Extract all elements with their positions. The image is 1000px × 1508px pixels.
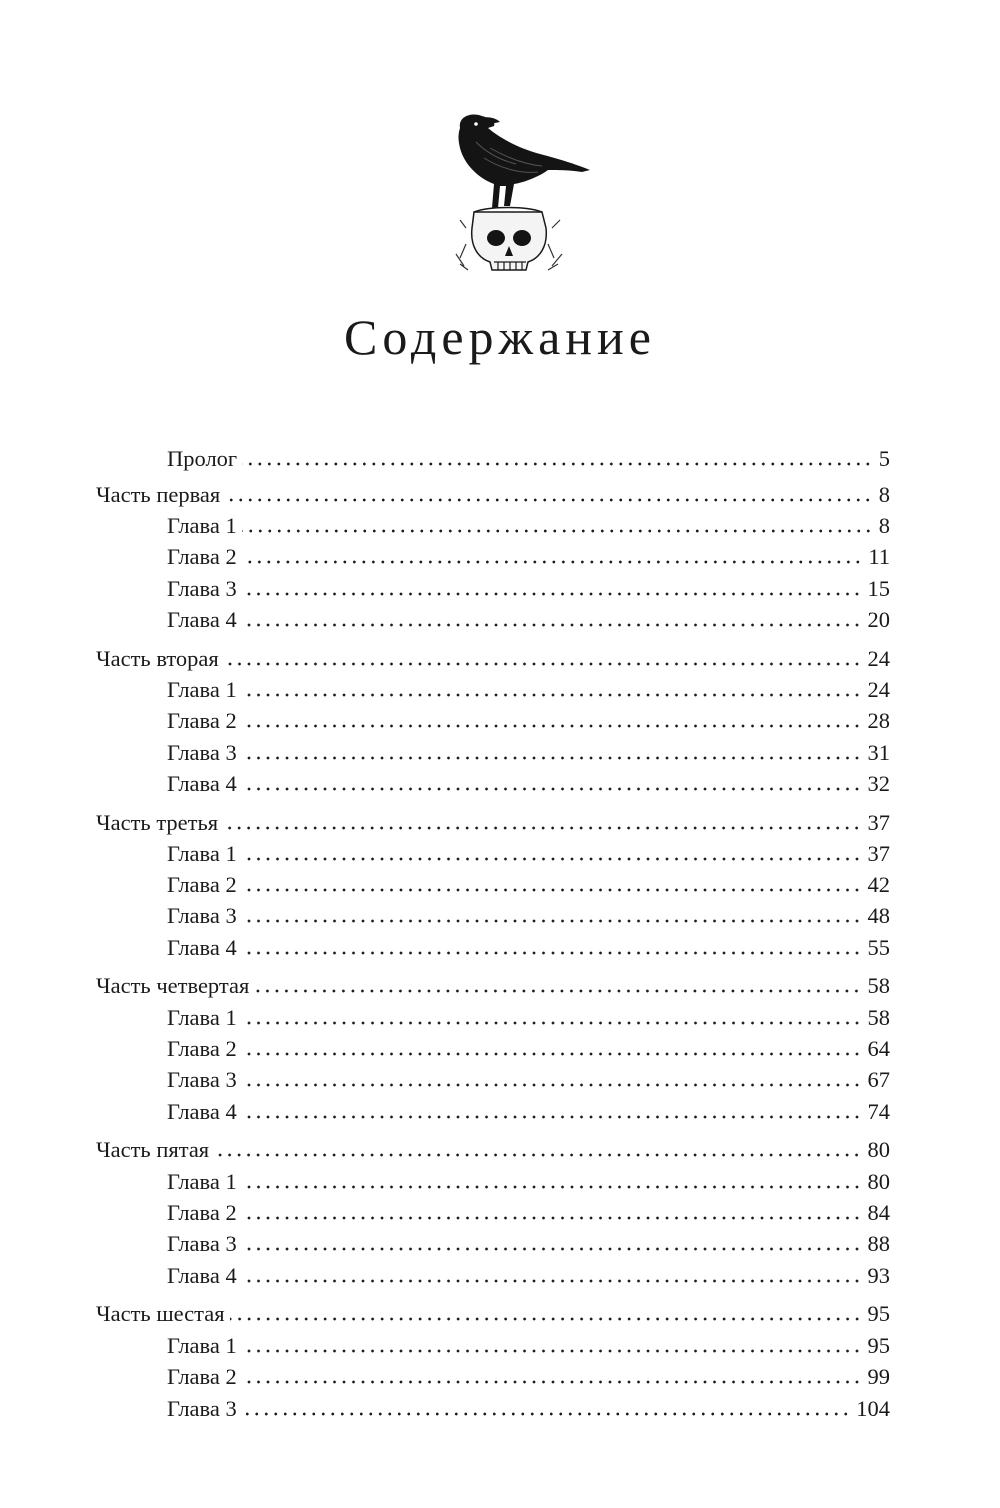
dot-leader — [242, 1278, 862, 1284]
toc-entry-page: 74 — [867, 1099, 890, 1124]
toc-entry-part-6[interactable] — [96, 1299, 890, 1329]
dot-leader — [242, 856, 862, 862]
toc-entry-page: 64 — [867, 1036, 890, 1061]
dot-leader — [242, 1184, 862, 1190]
toc-entry-page: 42 — [867, 872, 890, 897]
dot-leader — [225, 497, 872, 503]
toc-entry-prologue[interactable] — [167, 444, 890, 474]
toc-entry-part-5[interactable] — [96, 1135, 890, 1165]
toc-entry-part-5-chapter-1[interactable] — [167, 1167, 890, 1197]
dot-leader — [242, 528, 873, 534]
dot-leader — [242, 591, 862, 597]
toc-entry-part-2[interactable] — [96, 644, 890, 674]
toc-entry-label: Глава 1 — [167, 1333, 237, 1358]
raven-body — [459, 115, 591, 209]
dot-leader — [242, 918, 862, 924]
toc-entry-label: Часть шестая — [96, 1301, 225, 1326]
skull-eye-right — [513, 230, 531, 246]
toc-entry-page: 11 — [868, 544, 890, 569]
dot-leader — [242, 692, 862, 698]
toc-entry-part-4-chapter-2[interactable] — [167, 1034, 890, 1064]
toc-entry-label: Часть вторая — [96, 646, 219, 671]
toc-entry-part-6-chapter-2[interactable] — [167, 1362, 890, 1392]
dot-leader — [230, 1316, 862, 1322]
toc-entry-part-5-chapter-2[interactable] — [167, 1198, 890, 1228]
toc-entry-page: 88 — [867, 1231, 890, 1256]
dot-leader — [242, 950, 862, 956]
toc-entry-label: Глава 2 — [167, 708, 237, 733]
toc-entry-page: 48 — [867, 903, 890, 928]
toc-entry-part-3-chapter-2[interactable] — [167, 870, 890, 900]
toc-entry-label: Глава 4 — [167, 771, 237, 796]
toc-entry-page: 37 — [867, 810, 890, 835]
toc-entry-label: Глава 3 — [167, 1231, 237, 1256]
toc-entry-page: 99 — [867, 1364, 890, 1389]
toc-entry-part-3-chapter-4[interactable] — [167, 933, 890, 963]
skull — [472, 212, 547, 270]
toc-entry-part-4-chapter-4[interactable] — [167, 1097, 890, 1127]
skull-eye-left — [487, 230, 505, 246]
toc-entry-label: Глава 3 — [167, 1396, 237, 1421]
dot-leader — [224, 661, 862, 667]
toc-entry-page: 24 — [867, 646, 890, 671]
toc-entry-page: 84 — [867, 1200, 890, 1225]
toc-entry-page: 37 — [867, 841, 890, 866]
toc-entry-page: 32 — [867, 771, 890, 796]
toc-entry-part-2-chapter-3[interactable] — [167, 738, 890, 768]
toc-entry-page: 15 — [867, 576, 890, 601]
raven-eye — [474, 122, 478, 126]
toc-entry-page: 58 — [867, 1005, 890, 1030]
toc-entry-page: 31 — [867, 740, 890, 765]
toc-entry-part-6-chapter-3[interactable] — [167, 1394, 890, 1424]
toc-entry-label: Глава 4 — [167, 1263, 237, 1288]
toc-entry-label: Глава 2 — [167, 1036, 237, 1061]
toc-entry-part-1-chapter-3[interactable] — [167, 574, 890, 604]
toc-entry-label: Глава 3 — [167, 903, 237, 928]
toc-entry-page: 80 — [867, 1137, 890, 1162]
toc-entry-label: Глава 2 — [167, 1364, 237, 1389]
dot-leader — [242, 461, 873, 467]
toc-entry-page: 24 — [867, 677, 890, 702]
toc-entry-part-1[interactable] — [96, 480, 890, 510]
toc-entry-page: 20 — [867, 607, 890, 632]
dot-leader — [242, 559, 863, 565]
toc-entry-label: Глава 2 — [167, 544, 237, 569]
dot-leader — [242, 622, 862, 628]
page-title: Содержание — [344, 309, 656, 365]
toc-entry-label: Часть пятая — [96, 1137, 210, 1162]
dot-leader — [242, 1411, 851, 1417]
dot-leader — [242, 786, 862, 792]
toc-entry-part-2-chapter-1[interactable] — [167, 675, 890, 705]
toc-entry-part-3-chapter-1[interactable] — [167, 839, 890, 869]
raven-on-skull-icon — [430, 108, 610, 276]
toc-entry-page: 80 — [867, 1169, 890, 1194]
dot-leader — [242, 723, 862, 729]
toc-entry-page: 8 — [878, 482, 890, 507]
toc-entry-label: Глава 1 — [167, 1005, 237, 1030]
toc-entry-page: 93 — [867, 1263, 890, 1288]
toc-entry-part-5-chapter-4[interactable] — [167, 1261, 890, 1291]
toc-entry-part-4-chapter-1[interactable] — [167, 1003, 890, 1033]
toc-entry-page: 95 — [867, 1333, 890, 1358]
toc-entry-page: 5 — [878, 446, 890, 471]
toc-entry-part-6-chapter-1[interactable] — [167, 1331, 890, 1361]
dot-leader — [223, 825, 861, 831]
toc-entry-page: 8 — [878, 513, 890, 538]
toc-entry-part-4-chapter-3[interactable] — [167, 1065, 890, 1095]
dot-leader — [242, 1051, 862, 1057]
dot-leader — [242, 1348, 862, 1354]
dot-leader — [242, 1082, 862, 1088]
dot-leader — [214, 1152, 861, 1158]
toc-entry-label: Глава 2 — [167, 1200, 237, 1225]
toc-entry-page: 95 — [867, 1301, 890, 1326]
toc-entry-part-4[interactable] — [96, 971, 890, 1001]
dot-leader — [242, 755, 862, 761]
toc-entry-part-1-chapter-2[interactable] — [167, 542, 890, 572]
toc-entry-part-2-chapter-4[interactable] — [167, 769, 890, 799]
toc-entry-page: 58 — [867, 973, 890, 998]
toc-entry-page: 28 — [867, 708, 890, 733]
dot-leader — [242, 1114, 862, 1120]
toc-entry-part-5-chapter-3[interactable] — [167, 1229, 890, 1259]
toc-entry-label: Часть первая — [96, 482, 221, 507]
toc-entry-label: Глава 3 — [167, 740, 237, 765]
toc-entry-label: Глава 3 — [167, 576, 237, 601]
toc-entry-part-1-chapter-1[interactable] — [167, 511, 890, 541]
toc-entry-label: Глава 4 — [167, 607, 237, 632]
toc-entry-page: 104 — [856, 1396, 890, 1421]
toc-entry-label: Пролог — [167, 446, 238, 471]
toc-entry-label: Глава 1 — [167, 513, 237, 538]
toc-entry-part-2-chapter-2[interactable] — [167, 706, 890, 736]
toc-entry-page: 55 — [867, 935, 890, 960]
toc-entry-label: Глава 4 — [167, 935, 237, 960]
toc-entry-label: Часть четвертая — [96, 973, 250, 998]
toc-entry-label: Глава 4 — [167, 1099, 237, 1124]
dot-leader — [242, 1379, 862, 1385]
dot-leader — [254, 988, 861, 994]
toc-entry-label: Глава 1 — [167, 1169, 237, 1194]
toc-entry-page: 67 — [867, 1067, 890, 1092]
toc-entry-label: Часть третья — [96, 810, 219, 835]
toc-entry-label: Глава 3 — [167, 1067, 237, 1092]
toc-entry-part-3[interactable] — [96, 808, 890, 838]
toc-entry-label: Глава 1 — [167, 841, 237, 866]
dot-leader — [242, 887, 862, 893]
toc-entry-label: Глава 2 — [167, 872, 237, 897]
dot-leader — [242, 1020, 862, 1026]
toc-entry-part-3-chapter-3[interactable] — [167, 901, 890, 931]
toc-entry-part-1-chapter-4[interactable] — [167, 605, 890, 635]
toc-entry-label: Глава 1 — [167, 677, 237, 702]
dot-leader — [242, 1246, 862, 1252]
dot-leader — [242, 1215, 862, 1221]
